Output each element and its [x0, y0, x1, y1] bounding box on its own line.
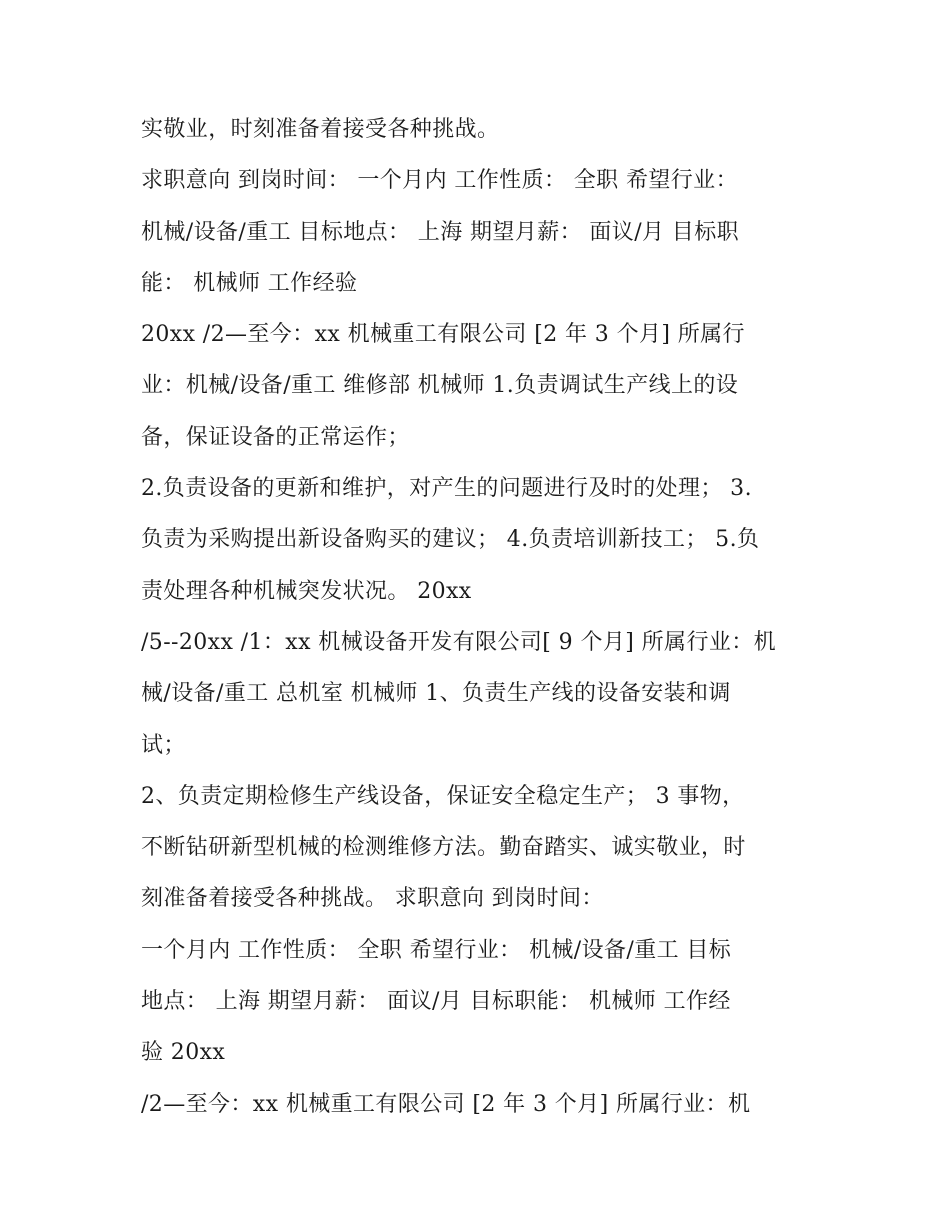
text-line: 2、负责定期检修生产线设备，保证安全稳定生产； 3 事物， [141, 783, 745, 809]
text-line: 械/设备/重工 总机室 机械师 1、负责生产线的设备安装和调 [141, 681, 731, 707]
text-line: /5--20xx /1：xx 机械设备开发有限公司[ 9 个月] 所属行业：机 [141, 629, 777, 655]
text-line: 20xx /2—至今：xx 机械重工有限公司 [2 年 3 个月] 所属行 [141, 322, 745, 348]
text-line: 负责为采购提出新设备购买的建议； 4.负责培训新技工； 5.负 [141, 527, 760, 553]
text-line: 机械/设备/重工 目标地点： 上海 期望月薪： 面议/月 目标职 [141, 219, 740, 245]
text-line: 备，保证设备的正常运作； [141, 424, 410, 450]
text-line: 地点： 上海 期望月薪： 面议/月 目标职能： 机械师 工作经 [141, 989, 731, 1015]
text-line: 求职意向 到岗时间： 一个月内 工作性质： 全职 希望行业： [141, 168, 738, 194]
text-line: 不断钻研新型机械的检测维修方法。勤奋踏实、诚实敬业，时 [141, 835, 746, 861]
text-line: 业：机械/设备/重工 维修部 机械师 1.负责调试生产线上的设 [141, 373, 739, 399]
text-line: 2.负责设备的更新和维护，对产生的问题进行及时的处理； 3. [141, 476, 752, 502]
resume-text-body [141, 107, 821, 1133]
text-line: 实敬业，时刻准备着接受各种挑战。 [141, 117, 500, 142]
text-line: 能： 机械师 工作经验 [141, 270, 358, 296]
text-line: /2—至今：xx 机械重工有限公司 [2 年 3 个月] 所属行业：机 [141, 1091, 751, 1117]
text-line: 试； [141, 732, 186, 758]
text-line: 一个月内 工作性质： 全职 希望行业： 机械/设备/重工 目标 [141, 937, 732, 963]
text-line: 责处理各种机械突发状况。 20xx [141, 578, 472, 604]
text-line: 验 20xx [141, 1040, 226, 1066]
text-line: 刻准备着接受各种挑战。 求职意向 到岗时间： [141, 886, 604, 912]
